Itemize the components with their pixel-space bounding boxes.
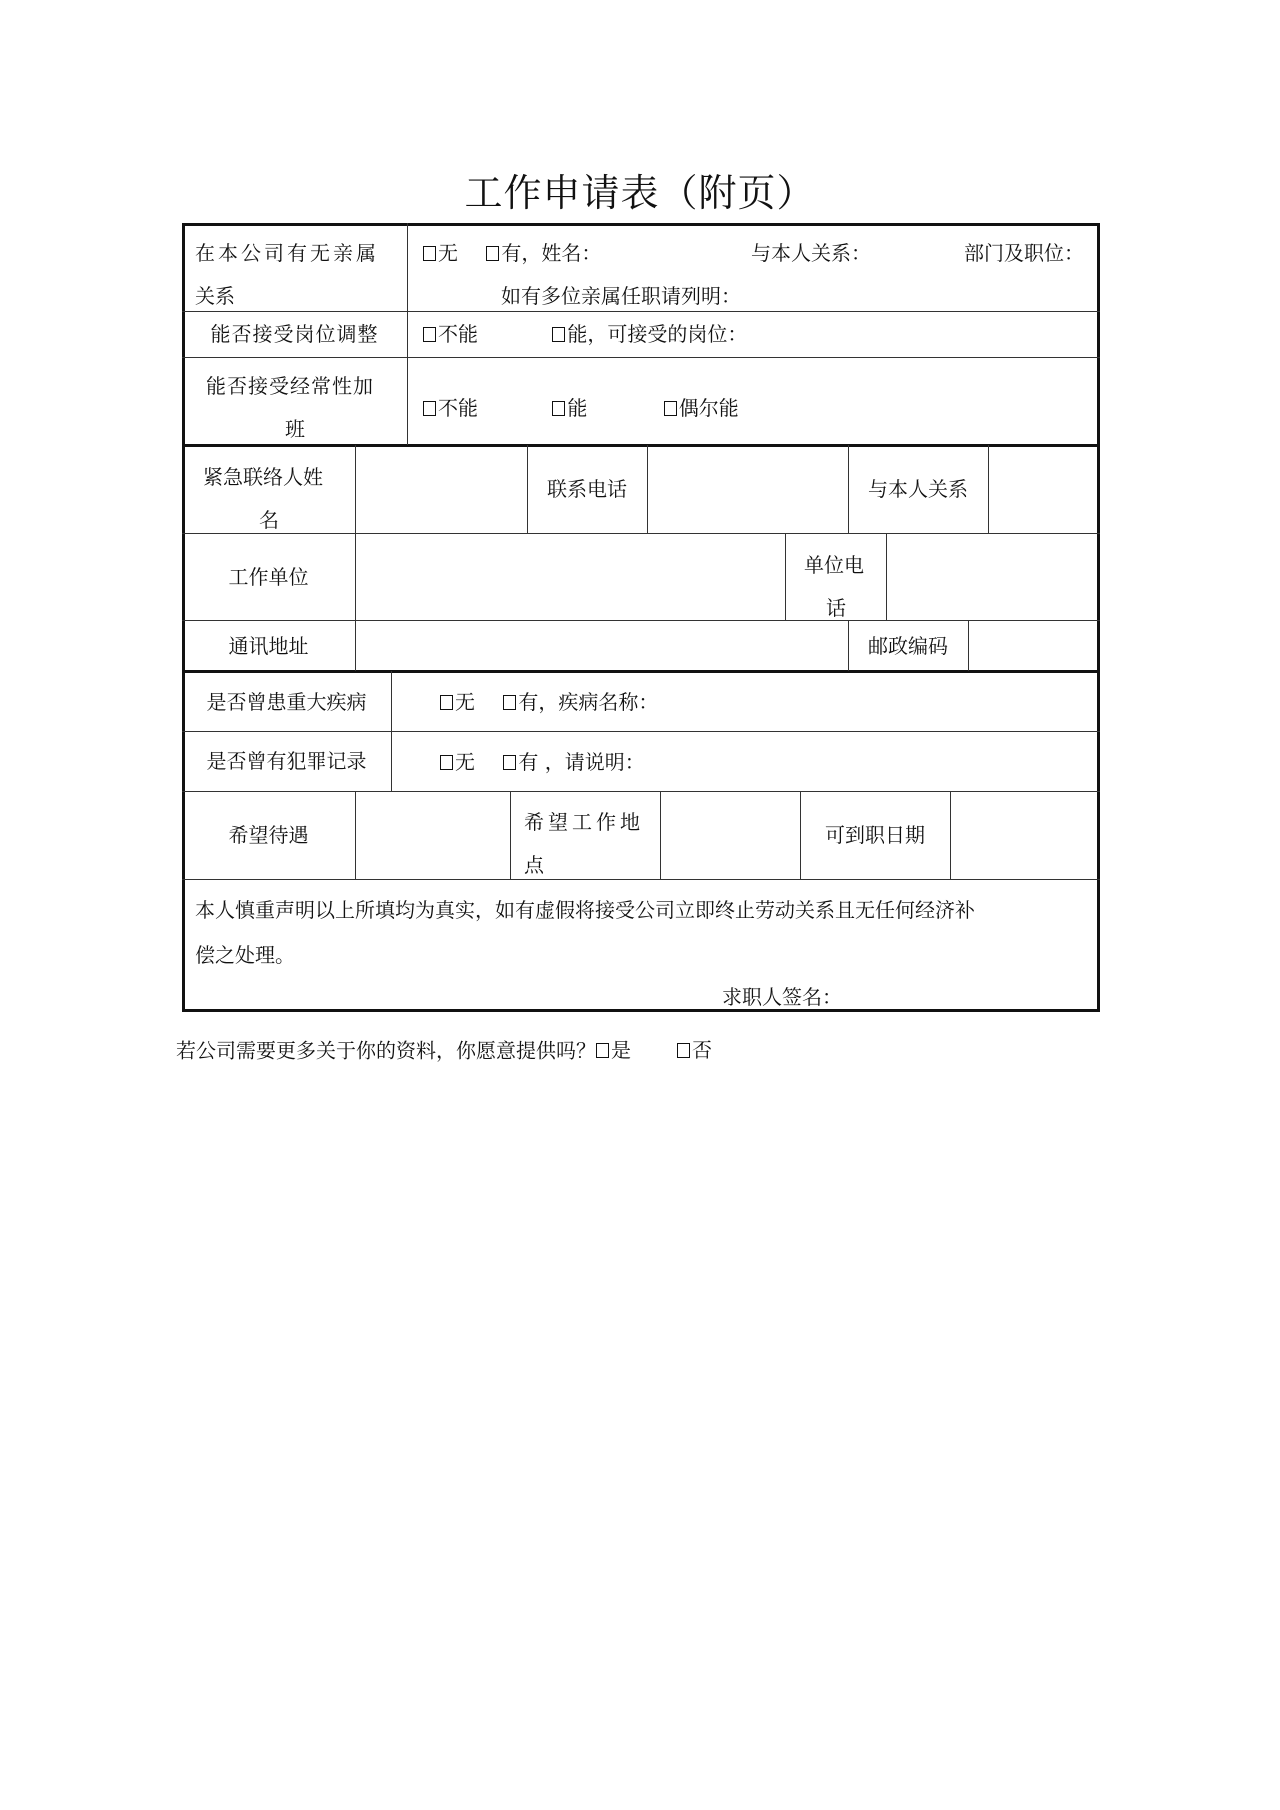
relatives-options (423, 231, 601, 276)
checkbox-icon (596, 1043, 609, 1058)
expected-location-field[interactable] (661, 792, 799, 878)
overtime-no-checkbox[interactable]: 不能 (423, 386, 478, 430)
emergency-contact-label-cont: 名 (259, 508, 279, 532)
employer-phone-label: 单位电 (804, 553, 864, 577)
checkbox-icon (423, 327, 436, 342)
relatives-yes-checkbox[interactable]: 有，姓名： (486, 231, 601, 275)
address-label: 通讯地址 (228, 633, 309, 658)
signature-label: 求职人签名： (722, 985, 842, 1009)
col-divider (785, 533, 786, 620)
signature-field[interactable] (850, 980, 1090, 1008)
employer-phone-label-cont: 话 (826, 596, 846, 620)
checkbox-icon (552, 401, 565, 416)
expected-location-label: 希望工作地 (524, 810, 644, 834)
row-divider (182, 879, 1100, 880)
checkbox-icon (664, 401, 677, 416)
transfer-label: 能否接受岗位调整 (210, 322, 379, 346)
transfer-no-checkbox[interactable]: 不能 (423, 312, 478, 356)
more-info-yes-checkbox[interactable]: 是 (596, 1028, 631, 1072)
relatives-dept-label: 部门及职位： (964, 241, 1084, 265)
col-divider (510, 791, 511, 879)
declaration-text-cont: 偿之处理。 (195, 943, 295, 967)
available-date-field[interactable] (951, 792, 1097, 878)
relatives-none-checkbox[interactable]: 无 (423, 231, 458, 275)
criminal-none-checkbox[interactable]: 无 (440, 740, 475, 784)
checkbox-icon (552, 327, 565, 342)
criminal-yes-checkbox[interactable]: 有 ，请说明： (503, 740, 644, 784)
checkbox-icon (503, 755, 516, 770)
checkbox-icon (486, 246, 499, 261)
emergency-contact-name-field[interactable] (356, 446, 526, 532)
overtime-options (423, 386, 739, 431)
employer-label: 工作单位 (228, 564, 309, 589)
overtime-yes-checkbox[interactable]: 能 (552, 386, 587, 430)
emergency-contact-label: 紧急联络人姓 (203, 465, 323, 489)
overtime-sometimes-checkbox[interactable]: 偶尔能 (664, 386, 739, 430)
employer-phone-field[interactable] (887, 534, 1097, 619)
postal-code-field[interactable] (969, 621, 1097, 670)
checkbox-icon (440, 695, 453, 710)
criminal-record-label: 是否曾有犯罪记录 (206, 749, 367, 773)
col-divider (407, 223, 408, 445)
checkbox-icon (677, 1043, 690, 1058)
illness-none-checkbox[interactable]: 无 (440, 680, 475, 724)
expected-location-label-cont: 点 (524, 853, 544, 877)
checkbox-icon (440, 755, 453, 770)
checkbox-icon (423, 246, 436, 261)
contact-phone-label: 联系电话 (547, 477, 627, 501)
contact-phone-field[interactable] (648, 446, 847, 532)
page-title: 工作申请表（附页） (464, 171, 816, 215)
checkbox-icon (503, 695, 516, 710)
relation-field[interactable] (989, 446, 1097, 532)
address-field[interactable] (356, 621, 847, 670)
more-info-question: 若公司需要更多关于你的资料，你愿意提供吗？ 是 否 (176, 1028, 712, 1073)
expected-salary-field[interactable] (356, 792, 509, 878)
relatives-label-cont: 关系 (195, 284, 235, 308)
relatives-label: 在本公司有无亲属 (195, 241, 379, 265)
transfer-yes-checkbox[interactable]: 能，可接受的岗位： (552, 312, 747, 356)
relatives-relation-label: 与本人关系： (751, 241, 871, 265)
postal-code-label: 邮政编码 (868, 633, 948, 658)
available-date-label: 可到职日期 (825, 823, 925, 847)
overtime-label: 能否接受经常性加 (206, 374, 374, 398)
col-divider (391, 671, 392, 791)
declaration-text: 本人慎重声明以上所填均为真实，如有虚假将接受公司立即终止劳动关系且无任何经济补 (195, 898, 975, 922)
checkbox-icon (423, 401, 436, 416)
overtime-label-cont: 班 (285, 417, 305, 441)
relatives-note: 如有多位亲属任职请列明： (501, 284, 741, 308)
relation-label: 与本人关系 (868, 477, 968, 501)
expected-salary-label: 希望待遇 (228, 823, 309, 847)
row-divider (182, 357, 1100, 358)
employer-field[interactable] (356, 534, 784, 619)
illness-label: 是否曾患重大疾病 (206, 689, 367, 714)
illness-options (440, 680, 658, 725)
more-info-no-checkbox[interactable]: 否 (677, 1028, 712, 1072)
transfer-options (423, 312, 747, 357)
illness-yes-checkbox[interactable]: 有，疾病名称： (503, 680, 658, 724)
criminal-record-options (440, 740, 645, 785)
